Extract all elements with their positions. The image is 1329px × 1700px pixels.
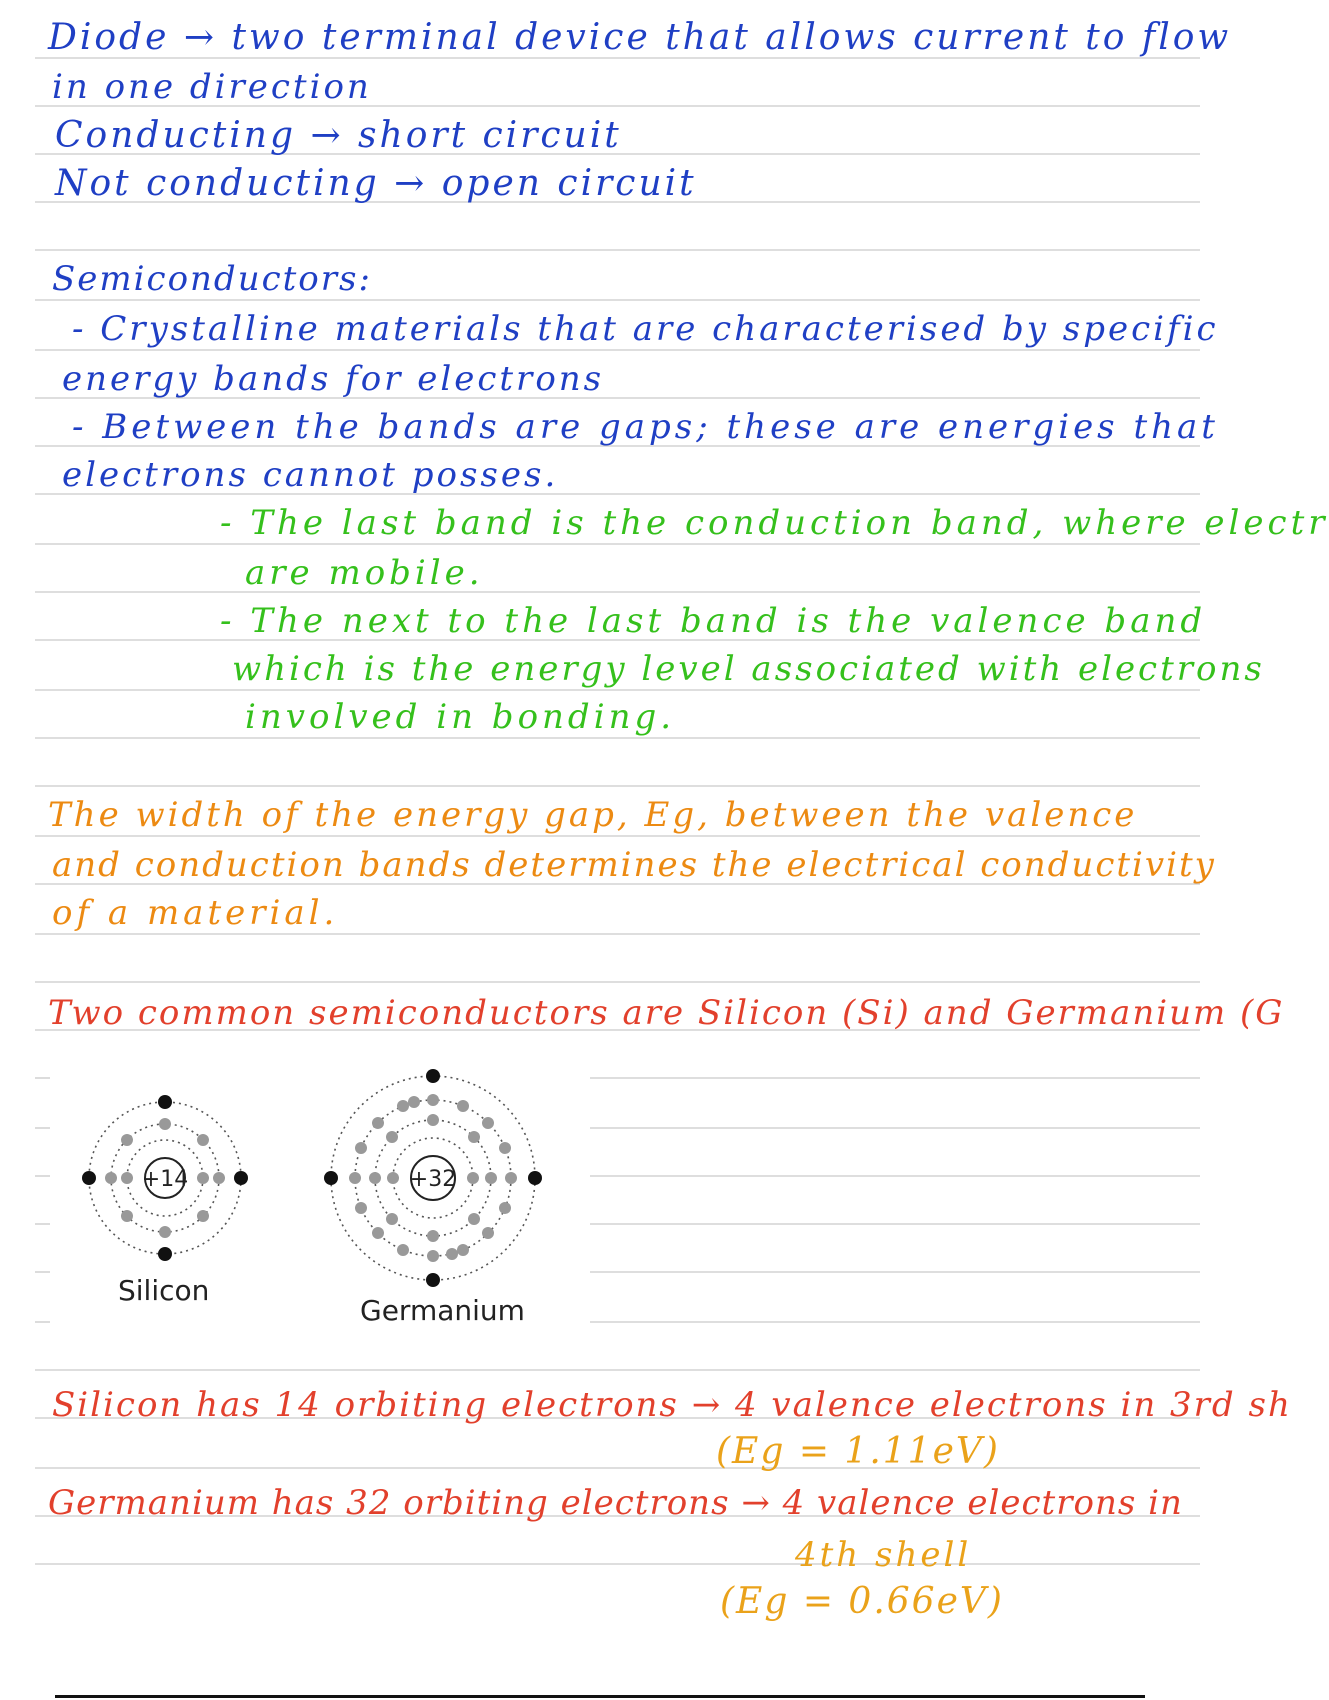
note-line-between-bands: - Between the bands are gaps; these are energies that — [72, 407, 1219, 447]
note-line-valence-band: - The next to the last band is the valence band — [220, 601, 1207, 641]
page-bottom-rule — [55, 1695, 1145, 1698]
silicon-label: Silicon — [118, 1274, 210, 1307]
note-line-conduction-band: - The last band is the conduction band, where electr — [220, 503, 1329, 543]
note-line-conductivity: and conduction bands determines the electrical conductivity — [52, 845, 1216, 885]
germanium-label: Germanium — [360, 1294, 525, 1327]
note-line-direction: in one direction — [52, 67, 372, 107]
note-line-energy-gap: The width of the energy gap, Eg, between the valence — [48, 795, 1138, 835]
germanium-energy-gap: (Eg = 0.66eV) — [720, 1581, 1004, 1622]
note-line-not-conducting: Not conducting → open circuit — [55, 163, 697, 204]
note-line-bonding: involved in bonding. — [245, 697, 676, 737]
note-line-crystalline: - Crystalline materials that are characterised by specific — [72, 309, 1219, 349]
note-line-mobile: are mobile. — [245, 553, 484, 593]
note-line-energy-bands: energy bands for electrons — [62, 359, 605, 399]
germanium-shell: 4th shell — [795, 1535, 972, 1575]
note-line-two-common: Two common semiconductors are Silicon (Si) and Germanium (G — [48, 993, 1285, 1033]
note-line-germanium-electrons: Germanium has 32 orbiting electrons → 4 valence electrons in — [48, 1483, 1183, 1523]
note-line-conducting: Conducting → short circuit — [55, 115, 622, 156]
semiconductors-heading: Semiconductors: — [52, 259, 372, 299]
silicon-nucleus-charge: +14 — [141, 1167, 189, 1192]
germanium-nucleus-charge: +32 — [409, 1167, 457, 1192]
silicon-energy-gap: (Eg = 1.11eV) — [716, 1431, 1000, 1472]
note-line-electrons-cannot: electrons cannot posses. — [62, 455, 559, 495]
note-line-energy-level: which is the energy level associated with electrons — [232, 649, 1265, 689]
note-line-diode: Diode → two terminal device that allows current to flow — [48, 17, 1232, 58]
note-line-material: of a material. — [52, 893, 339, 933]
note-line-silicon-electrons: Silicon has 14 orbiting electrons → 4 valence electrons in 3rd sh — [52, 1385, 1292, 1425]
